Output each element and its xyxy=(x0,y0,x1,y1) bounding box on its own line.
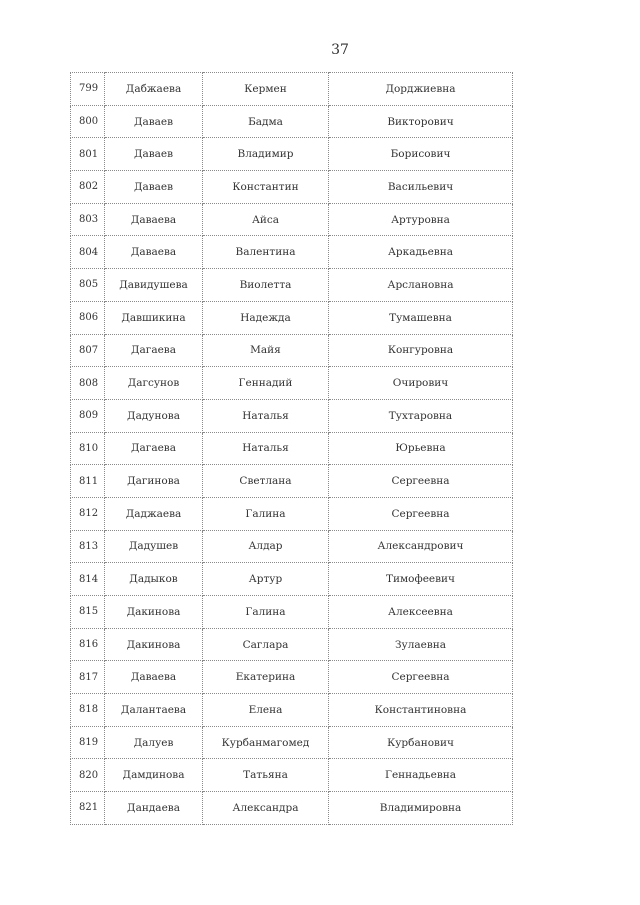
patronymic-cell: Александрович xyxy=(329,530,513,563)
first-name-cell: Наталья xyxy=(203,432,329,465)
patronymic-cell: Конгуровна xyxy=(329,334,513,367)
patronymic-cell: Тухтаровна xyxy=(329,399,513,432)
first-name-cell: Светлана xyxy=(203,465,329,498)
row-number: 800 xyxy=(71,105,105,138)
last-name-cell: Давидушева xyxy=(105,269,203,302)
table-row xyxy=(71,105,513,138)
first-name-cell: Константин xyxy=(203,171,329,204)
table-row xyxy=(71,171,513,204)
table-row xyxy=(71,432,513,465)
last-name-cell: Даваева xyxy=(105,203,203,236)
first-name-cell: Виолетта xyxy=(203,269,329,302)
last-name-cell: Даваева xyxy=(105,236,203,269)
last-name-cell: Даваев xyxy=(105,138,203,171)
table-row xyxy=(71,726,513,759)
first-name-cell: Курбанмагомед xyxy=(203,726,329,759)
row-number: 814 xyxy=(71,563,105,596)
first-name-cell: Майя xyxy=(203,334,329,367)
first-name-cell: Владимир xyxy=(203,138,329,171)
table-row xyxy=(71,269,513,302)
row-number: 816 xyxy=(71,628,105,661)
patronymic-cell: Юрьевна xyxy=(329,432,513,465)
table-row xyxy=(71,138,513,171)
row-number: 801 xyxy=(71,138,105,171)
first-name-cell: Александра xyxy=(203,792,329,825)
patronymic-cell: Константиновна xyxy=(329,694,513,727)
page-number: 37 xyxy=(331,42,349,58)
first-name-cell: Геннадий xyxy=(203,367,329,400)
first-name-cell: Бадма xyxy=(203,105,329,138)
last-name-cell: Дадушев xyxy=(105,530,203,563)
table-row xyxy=(71,628,513,661)
row-number: 810 xyxy=(71,432,105,465)
first-name-cell: Надежда xyxy=(203,301,329,334)
row-number: 812 xyxy=(71,497,105,530)
first-name-cell: Валентина xyxy=(203,236,329,269)
row-number: 804 xyxy=(71,236,105,269)
patronymic-cell: Тимофеевич xyxy=(329,563,513,596)
last-name-cell: Дакинова xyxy=(105,596,203,629)
row-number: 820 xyxy=(71,759,105,792)
patronymic-cell: Артуровна xyxy=(329,203,513,236)
last-name-cell: Дагсунов xyxy=(105,367,203,400)
last-name-cell: Дагаева xyxy=(105,334,203,367)
table-row xyxy=(71,563,513,596)
patronymic-cell: Алексеевна xyxy=(329,596,513,629)
table-row xyxy=(71,792,513,825)
row-number: 815 xyxy=(71,596,105,629)
patronymic-cell: Арслановна xyxy=(329,269,513,302)
last-name-cell: Дагинова xyxy=(105,465,203,498)
first-name-cell: Татьяна xyxy=(203,759,329,792)
patronymic-cell: Аркадьевна xyxy=(329,236,513,269)
last-name-cell: Дадунова xyxy=(105,399,203,432)
first-name-cell: Кермен xyxy=(203,73,329,106)
row-number: 819 xyxy=(71,726,105,759)
first-name-cell: Айса xyxy=(203,203,329,236)
row-number: 811 xyxy=(71,465,105,498)
table-row xyxy=(71,367,513,400)
patronymic-cell: Викторович xyxy=(329,105,513,138)
name-roster-table xyxy=(70,72,513,825)
last-name-cell: Дандаева xyxy=(105,792,203,825)
roster-body xyxy=(71,73,513,825)
table-row xyxy=(71,530,513,563)
row-number: 813 xyxy=(71,530,105,563)
row-number: 818 xyxy=(71,694,105,727)
patronymic-cell: Васильевич xyxy=(329,171,513,204)
table-row xyxy=(71,301,513,334)
table-row xyxy=(71,465,513,498)
table-row xyxy=(71,203,513,236)
table-row xyxy=(71,497,513,530)
patronymic-cell: Дорджиевна xyxy=(329,73,513,106)
row-number: 803 xyxy=(71,203,105,236)
patronymic-cell: Очирович xyxy=(329,367,513,400)
table-row xyxy=(71,661,513,694)
patronymic-cell: Сергеевна xyxy=(329,497,513,530)
row-number: 802 xyxy=(71,171,105,204)
patronymic-cell: Курбанович xyxy=(329,726,513,759)
patronymic-cell: Тумашевна xyxy=(329,301,513,334)
table-row xyxy=(71,399,513,432)
row-number: 799 xyxy=(71,73,105,106)
row-number: 805 xyxy=(71,269,105,302)
first-name-cell: Артур xyxy=(203,563,329,596)
table-row xyxy=(71,236,513,269)
last-name-cell: Дагаева xyxy=(105,432,203,465)
row-number: 808 xyxy=(71,367,105,400)
table-row xyxy=(71,759,513,792)
last-name-cell: Даваев xyxy=(105,105,203,138)
first-name-cell: Екатерина xyxy=(203,661,329,694)
patronymic-cell: Сергеевна xyxy=(329,465,513,498)
last-name-cell: Дамдинова xyxy=(105,759,203,792)
table-row xyxy=(71,73,513,106)
row-number: 821 xyxy=(71,792,105,825)
last-name-cell: Даваев xyxy=(105,171,203,204)
last-name-cell: Далуев xyxy=(105,726,203,759)
patronymic-cell: Зулаевна xyxy=(329,628,513,661)
first-name-cell: Галина xyxy=(203,596,329,629)
row-number: 809 xyxy=(71,399,105,432)
first-name-cell: Галина xyxy=(203,497,329,530)
row-number: 806 xyxy=(71,301,105,334)
last-name-cell: Давшикина xyxy=(105,301,203,334)
last-name-cell: Даваева xyxy=(105,661,203,694)
first-name-cell: Елена xyxy=(203,694,329,727)
last-name-cell: Дадыков xyxy=(105,563,203,596)
first-name-cell: Наталья xyxy=(203,399,329,432)
last-name-cell: Дакинова xyxy=(105,628,203,661)
patronymic-cell: Геннадьевна xyxy=(329,759,513,792)
row-number: 817 xyxy=(71,661,105,694)
patronymic-cell: Владимировна xyxy=(329,792,513,825)
table-row xyxy=(71,694,513,727)
table-row xyxy=(71,596,513,629)
last-name-cell: Даджаева xyxy=(105,497,203,530)
patronymic-cell: Сергеевна xyxy=(329,661,513,694)
row-number: 807 xyxy=(71,334,105,367)
first-name-cell: Саглара xyxy=(203,628,329,661)
table-row xyxy=(71,334,513,367)
patronymic-cell: Борисович xyxy=(329,138,513,171)
first-name-cell: Алдар xyxy=(203,530,329,563)
last-name-cell: Дабжаева xyxy=(105,73,203,106)
last-name-cell: Далантаева xyxy=(105,694,203,727)
